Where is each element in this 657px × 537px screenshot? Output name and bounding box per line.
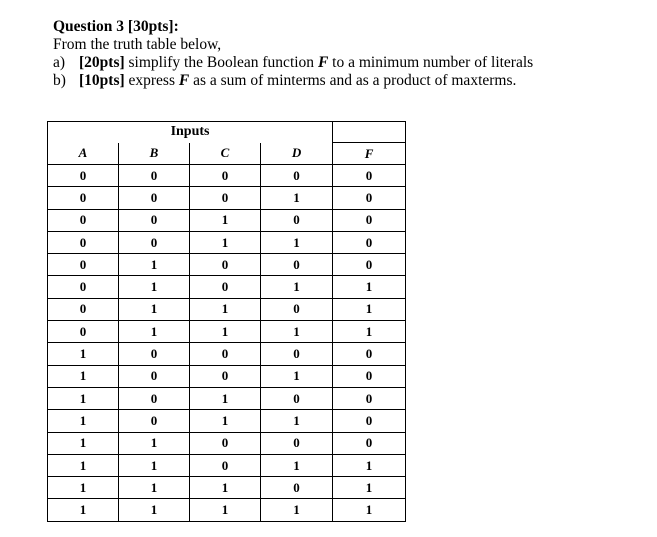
cell-d: 1 xyxy=(261,187,333,209)
cell-f: 0 xyxy=(333,165,406,187)
cell-d: 0 xyxy=(261,298,333,320)
inputs-group-header-row xyxy=(48,122,406,143)
part-a-text-after: to a minimum number of literals xyxy=(328,54,534,71)
question-title: Question 3 [30pts]: xyxy=(53,18,179,35)
cell-b: 1 xyxy=(119,499,190,521)
cell-f: 1 xyxy=(333,454,406,476)
cell-c: 0 xyxy=(190,165,261,187)
cell-d: 1 xyxy=(261,499,333,521)
cell-a: 0 xyxy=(48,231,119,253)
cell-b: 0 xyxy=(119,209,190,231)
cell-c: 1 xyxy=(190,321,261,343)
cell-a: 1 xyxy=(48,365,119,387)
cell-d: 1 xyxy=(261,454,333,476)
cell-f: 0 xyxy=(333,343,406,365)
cell-b: 0 xyxy=(119,343,190,365)
cell-d: 0 xyxy=(261,209,333,231)
cell-a: 1 xyxy=(48,432,119,454)
cell-f: 1 xyxy=(333,477,406,499)
cell-a: 0 xyxy=(48,276,119,298)
cell-c: 0 xyxy=(190,454,261,476)
cell-d: 0 xyxy=(261,432,333,454)
cell-c: 0 xyxy=(190,187,261,209)
part-b-letter: b) xyxy=(53,72,66,89)
cell-f: 0 xyxy=(333,432,406,454)
cell-f: 0 xyxy=(333,254,406,276)
truth-table xyxy=(47,121,406,522)
part-b xyxy=(53,72,643,90)
cell-b: 0 xyxy=(119,231,190,253)
cell-d: 1 xyxy=(261,365,333,387)
question-intro: From the truth table below, xyxy=(53,36,222,53)
part-a xyxy=(53,54,643,72)
column-header-row xyxy=(48,143,406,165)
question-header xyxy=(53,18,643,90)
cell-f: 0 xyxy=(333,187,406,209)
cell-b: 0 xyxy=(119,365,190,387)
cell-c: 0 xyxy=(190,432,261,454)
cell-d: 0 xyxy=(261,387,333,409)
table-row xyxy=(48,477,406,499)
column-header-f: F xyxy=(333,143,406,165)
cell-f: 1 xyxy=(333,321,406,343)
cell-d: 0 xyxy=(261,254,333,276)
part-b-points: [10pts] xyxy=(79,72,125,89)
part-b-text-after: as a sum of minterms and as a product of maxterms. xyxy=(189,72,517,89)
part-a-letter: a) xyxy=(53,54,66,71)
cell-c: 1 xyxy=(190,387,261,409)
cell-f: 0 xyxy=(333,209,406,231)
table-row xyxy=(48,276,406,298)
cell-c: 1 xyxy=(190,298,261,320)
column-header-d: D xyxy=(261,143,333,165)
cell-b: 0 xyxy=(119,187,190,209)
table-row xyxy=(48,410,406,432)
cell-d: 1 xyxy=(261,231,333,253)
cell-f: 1 xyxy=(333,298,406,320)
column-header-c: C xyxy=(190,143,261,165)
cell-c: 0 xyxy=(190,365,261,387)
cell-d: 1 xyxy=(261,410,333,432)
cell-b: 1 xyxy=(119,432,190,454)
cell-b: 1 xyxy=(119,298,190,320)
cell-b: 1 xyxy=(119,454,190,476)
table-row xyxy=(48,387,406,409)
table-row xyxy=(48,187,406,209)
cell-f: 0 xyxy=(333,410,406,432)
cell-d: 1 xyxy=(261,276,333,298)
table-row xyxy=(48,432,406,454)
cell-c: 1 xyxy=(190,231,261,253)
table-row xyxy=(48,254,406,276)
cell-a: 0 xyxy=(48,298,119,320)
table-row xyxy=(48,454,406,476)
cell-b: 0 xyxy=(119,387,190,409)
cell-f: 0 xyxy=(333,231,406,253)
table-row xyxy=(48,165,406,187)
cell-c: 1 xyxy=(190,209,261,231)
cell-a: 1 xyxy=(48,387,119,409)
cell-d: 1 xyxy=(261,321,333,343)
cell-d: 0 xyxy=(261,477,333,499)
cell-a: 1 xyxy=(48,454,119,476)
cell-a: 0 xyxy=(48,321,119,343)
cell-a: 0 xyxy=(48,254,119,276)
table-row xyxy=(48,343,406,365)
cell-a: 0 xyxy=(48,209,119,231)
part-b-variable: F xyxy=(178,72,190,89)
cell-b: 1 xyxy=(119,321,190,343)
cell-b: 1 xyxy=(119,276,190,298)
cell-f: 0 xyxy=(333,365,406,387)
cell-f: 1 xyxy=(333,276,406,298)
truth-table-body xyxy=(48,165,406,522)
cell-c: 0 xyxy=(190,343,261,365)
cell-b: 0 xyxy=(119,165,190,187)
part-a-variable: F xyxy=(317,54,329,71)
cell-a: 0 xyxy=(48,165,119,187)
cell-b: 0 xyxy=(119,410,190,432)
cell-c: 1 xyxy=(190,499,261,521)
cell-a: 1 xyxy=(48,499,119,521)
cell-d: 0 xyxy=(261,165,333,187)
table-row xyxy=(48,321,406,343)
cell-b: 1 xyxy=(119,254,190,276)
cell-a: 1 xyxy=(48,410,119,432)
cell-c: 0 xyxy=(190,276,261,298)
table-row xyxy=(48,499,406,521)
inputs-group-header: Inputs xyxy=(48,122,333,143)
cell-d: 0 xyxy=(261,343,333,365)
cell-f: 1 xyxy=(333,499,406,521)
cell-f: 0 xyxy=(333,387,406,409)
cell-a: 0 xyxy=(48,187,119,209)
cell-a: 1 xyxy=(48,477,119,499)
table-row xyxy=(48,298,406,320)
cell-c: 1 xyxy=(190,477,261,499)
table-row xyxy=(48,231,406,253)
part-a-points: [20pts] xyxy=(79,54,125,71)
column-header-a: A xyxy=(48,143,119,165)
part-a-text-before: simplify the Boolean function xyxy=(124,54,318,71)
table-row xyxy=(48,209,406,231)
table-row xyxy=(48,365,406,387)
part-b-text-before: express xyxy=(124,72,179,89)
cell-a: 1 xyxy=(48,343,119,365)
cell-b: 1 xyxy=(119,477,190,499)
column-header-b: B xyxy=(119,143,190,165)
cell-c: 0 xyxy=(190,254,261,276)
cell-c: 1 xyxy=(190,410,261,432)
output-group-header xyxy=(333,122,406,143)
